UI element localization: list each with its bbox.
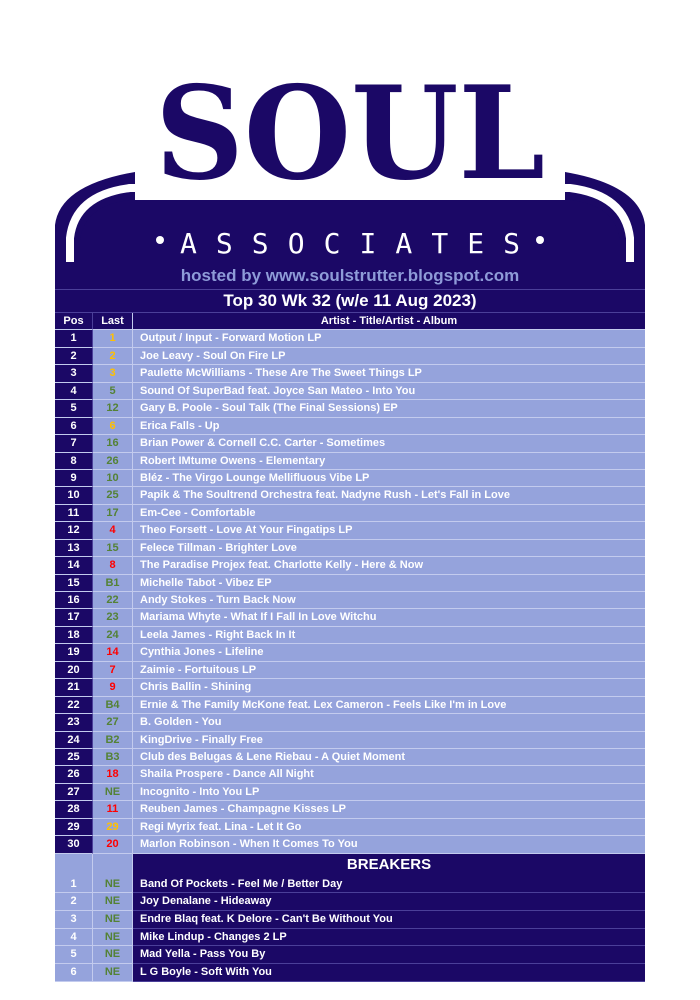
song-cell: Chris Ballin - Shining bbox=[133, 679, 645, 696]
table-row bbox=[55, 592, 645, 609]
breaker-row bbox=[55, 929, 645, 947]
last-week-cell: 9 bbox=[93, 679, 133, 696]
position-cell: 4 bbox=[55, 929, 93, 947]
position-cell: 23 bbox=[55, 714, 93, 731]
position-cell: 7 bbox=[55, 435, 93, 452]
song-cell: Zaimie - Fortuitous LP bbox=[133, 662, 645, 679]
last-week-cell: NE bbox=[93, 893, 133, 911]
position-cell: 20 bbox=[55, 662, 93, 679]
song-cell: Joy Denalane - Hideaway bbox=[133, 893, 645, 911]
song-cell: Gary B. Poole - Soul Talk (The Final Sessions) EP bbox=[133, 400, 645, 417]
header-song: Artist - Title/Artist - Album bbox=[133, 313, 645, 330]
position-cell: 12 bbox=[55, 522, 93, 539]
song-cell: Mike Lindup - Changes 2 LP bbox=[133, 929, 645, 947]
last-week-cell: 29 bbox=[93, 819, 133, 836]
song-cell: Erica Falls - Up bbox=[133, 418, 645, 435]
song-cell: Reuben James - Champagne Kisses LP bbox=[133, 801, 645, 818]
last-week-cell: 22 bbox=[93, 592, 133, 609]
header-last: Last bbox=[93, 313, 133, 330]
song-cell: Shaila Prospere - Dance All Night bbox=[133, 766, 645, 783]
last-week-cell: B1 bbox=[93, 575, 133, 592]
position-cell: 5 bbox=[55, 946, 93, 964]
hosted-by-banner: hosted by www.soulstrutter.blogspot.com bbox=[55, 262, 645, 290]
position-cell: 18 bbox=[55, 627, 93, 644]
last-week-cell: 14 bbox=[93, 644, 133, 661]
position-cell: 14 bbox=[55, 557, 93, 574]
position-cell: 6 bbox=[55, 964, 93, 982]
song-cell: Felece Tillman - Brighter Love bbox=[133, 540, 645, 557]
position-cell: 4 bbox=[55, 383, 93, 400]
song-cell: Output / Input - Forward Motion LP bbox=[133, 330, 645, 347]
last-week-cell: 24 bbox=[93, 627, 133, 644]
song-cell: Cynthia Jones - Lifeline bbox=[133, 644, 645, 661]
position-cell: 1 bbox=[55, 330, 93, 347]
table-row bbox=[55, 766, 645, 783]
table-header bbox=[55, 313, 645, 330]
position-cell: 29 bbox=[55, 819, 93, 836]
last-week-cell: 3 bbox=[93, 365, 133, 382]
last-week-cell: 10 bbox=[93, 470, 133, 487]
table-row bbox=[55, 453, 645, 470]
last-week-cell: 12 bbox=[93, 400, 133, 417]
breaker-row bbox=[55, 911, 645, 929]
song-cell: Bléz - The Virgo Lounge Mellifluous Vibe LP bbox=[133, 470, 645, 487]
breaker-row bbox=[55, 946, 645, 964]
song-cell: L G Boyle - Soft With You bbox=[133, 964, 645, 982]
last-week-cell: 20 bbox=[93, 836, 133, 853]
table-row bbox=[55, 383, 645, 400]
position-cell: 22 bbox=[55, 697, 93, 714]
breakers-header bbox=[55, 854, 645, 876]
last-week-cell: 25 bbox=[93, 487, 133, 504]
position-cell: 13 bbox=[55, 540, 93, 557]
song-cell: Robert IMtume Owens - Elementary bbox=[133, 453, 645, 470]
table-row bbox=[55, 400, 645, 417]
position-cell: 16 bbox=[55, 592, 93, 609]
last-week-cell: NE bbox=[93, 946, 133, 964]
last-week-cell: B2 bbox=[93, 732, 133, 749]
last-week-cell: NE bbox=[93, 876, 133, 894]
song-cell: Club des Belugas & Lene Riebau - A Quiet Moment bbox=[133, 749, 645, 766]
table-row bbox=[55, 505, 645, 522]
song-cell: Paulette McWilliams - These Are The Sweet Things LP bbox=[133, 365, 645, 382]
last-week-cell: 17 bbox=[93, 505, 133, 522]
table-row bbox=[55, 749, 645, 766]
position-cell: 30 bbox=[55, 836, 93, 853]
song-cell: Andy Stokes - Turn Back Now bbox=[133, 592, 645, 609]
last-week-cell: 4 bbox=[93, 522, 133, 539]
last-week-cell: 18 bbox=[93, 766, 133, 783]
breaker-row bbox=[55, 964, 645, 982]
breakers-rows bbox=[55, 876, 645, 982]
table-row bbox=[55, 348, 645, 365]
last-week-cell: 1 bbox=[93, 330, 133, 347]
table-row bbox=[55, 819, 645, 836]
position-cell: 17 bbox=[55, 609, 93, 626]
table-row bbox=[55, 662, 645, 679]
song-cell: Band Of Pockets - Feel Me / Better Day bbox=[133, 876, 645, 894]
breaker-row bbox=[55, 876, 645, 894]
table-row bbox=[55, 575, 645, 592]
soul-associates-logo bbox=[0, 0, 700, 262]
logo-word: SOUL bbox=[155, 59, 545, 209]
table-row bbox=[55, 697, 645, 714]
position-cell: 3 bbox=[55, 911, 93, 929]
last-week-cell: 27 bbox=[93, 714, 133, 731]
last-week-cell: B4 bbox=[93, 697, 133, 714]
table-row bbox=[55, 714, 645, 731]
last-week-cell: NE bbox=[93, 911, 133, 929]
table-row bbox=[55, 627, 645, 644]
breaker-row bbox=[55, 893, 645, 911]
position-cell: 15 bbox=[55, 575, 93, 592]
table-row bbox=[55, 435, 645, 452]
table-row bbox=[55, 487, 645, 504]
position-cell: 8 bbox=[55, 453, 93, 470]
position-cell: 6 bbox=[55, 418, 93, 435]
song-cell: KingDrive - Finally Free bbox=[133, 732, 645, 749]
position-cell: 24 bbox=[55, 732, 93, 749]
breakers-title: BREAKERS bbox=[133, 854, 645, 876]
last-week-cell: NE bbox=[93, 929, 133, 947]
table-row bbox=[55, 732, 645, 749]
table-row bbox=[55, 679, 645, 696]
table-row bbox=[55, 330, 645, 347]
last-week-cell: 15 bbox=[93, 540, 133, 557]
position-cell: 10 bbox=[55, 487, 93, 504]
position-cell: 26 bbox=[55, 766, 93, 783]
position-cell: 25 bbox=[55, 749, 93, 766]
last-week-cell: NE bbox=[93, 964, 133, 982]
position-cell: 9 bbox=[55, 470, 93, 487]
position-cell: 2 bbox=[55, 893, 93, 911]
table-row bbox=[55, 836, 645, 853]
last-week-cell: 26 bbox=[93, 453, 133, 470]
table-row bbox=[55, 557, 645, 574]
position-cell: 1 bbox=[55, 876, 93, 894]
last-week-cell: 8 bbox=[93, 557, 133, 574]
song-cell: Em-Cee - Comfortable bbox=[133, 505, 645, 522]
logo-sub: ASSOCIATES bbox=[180, 227, 520, 260]
last-week-cell: B3 bbox=[93, 749, 133, 766]
last-week-cell: 11 bbox=[93, 801, 133, 818]
last-week-cell: 16 bbox=[93, 435, 133, 452]
breakers-header-blank-pos bbox=[55, 854, 93, 876]
song-cell: Theo Forsett - Love At Your Fingatips LP bbox=[133, 522, 645, 539]
last-week-cell: 6 bbox=[93, 418, 133, 435]
position-cell: 27 bbox=[55, 784, 93, 801]
position-cell: 11 bbox=[55, 505, 93, 522]
table-row bbox=[55, 540, 645, 557]
breakers-header-blank-last bbox=[93, 854, 133, 876]
song-cell: Endre Blaq feat. K Delore - Can't Be Without You bbox=[133, 911, 645, 929]
chart-table bbox=[55, 262, 645, 982]
song-cell: Brian Power & Cornell C.C. Carter - Sometimes bbox=[133, 435, 645, 452]
table-row bbox=[55, 644, 645, 661]
table-row bbox=[55, 365, 645, 382]
song-cell: Regi Myrix feat. Lina - Let It Go bbox=[133, 819, 645, 836]
last-week-cell: 5 bbox=[93, 383, 133, 400]
last-week-cell: 7 bbox=[93, 662, 133, 679]
song-cell: Marlon Robinson - When It Comes To You bbox=[133, 836, 645, 853]
position-cell: 2 bbox=[55, 348, 93, 365]
table-row bbox=[55, 609, 645, 626]
chart-title: Top 30 Wk 32 (w/e 11 Aug 2023) bbox=[55, 290, 645, 313]
position-cell: 21 bbox=[55, 679, 93, 696]
header-pos: Pos bbox=[55, 313, 93, 330]
song-cell: Michelle Tabot - Vibez EP bbox=[133, 575, 645, 592]
song-cell: Ernie & The Family McKone feat. Lex Cameron - Feels Like I'm in Love bbox=[133, 697, 645, 714]
chart-rows bbox=[55, 330, 645, 853]
song-cell: B. Golden - You bbox=[133, 714, 645, 731]
position-cell: 5 bbox=[55, 400, 93, 417]
last-week-cell: 23 bbox=[93, 609, 133, 626]
song-cell: Sound Of SuperBad feat. Joyce San Mateo - Into You bbox=[133, 383, 645, 400]
song-cell: Joe Leavy - Soul On Fire LP bbox=[133, 348, 645, 365]
table-row bbox=[55, 522, 645, 539]
table-row bbox=[55, 801, 645, 818]
table-row bbox=[55, 470, 645, 487]
position-cell: 19 bbox=[55, 644, 93, 661]
table-row bbox=[55, 784, 645, 801]
table-row bbox=[55, 418, 645, 435]
last-week-cell: NE bbox=[93, 784, 133, 801]
song-cell: Mariama Whyte - What If I Fall In Love Witchu bbox=[133, 609, 645, 626]
position-cell: 28 bbox=[55, 801, 93, 818]
last-week-cell: 2 bbox=[93, 348, 133, 365]
song-cell: Incognito - Into You LP bbox=[133, 784, 645, 801]
song-cell: The Paradise Projex feat. Charlotte Kelly - Here & Now bbox=[133, 557, 645, 574]
song-cell: Mad Yella - Pass You By bbox=[133, 946, 645, 964]
song-cell: Papik & The Soultrend Orchestra feat. Nadyne Rush - Let's Fall in Love bbox=[133, 487, 645, 504]
song-cell: Leela James - Right Back In It bbox=[133, 627, 645, 644]
position-cell: 3 bbox=[55, 365, 93, 382]
